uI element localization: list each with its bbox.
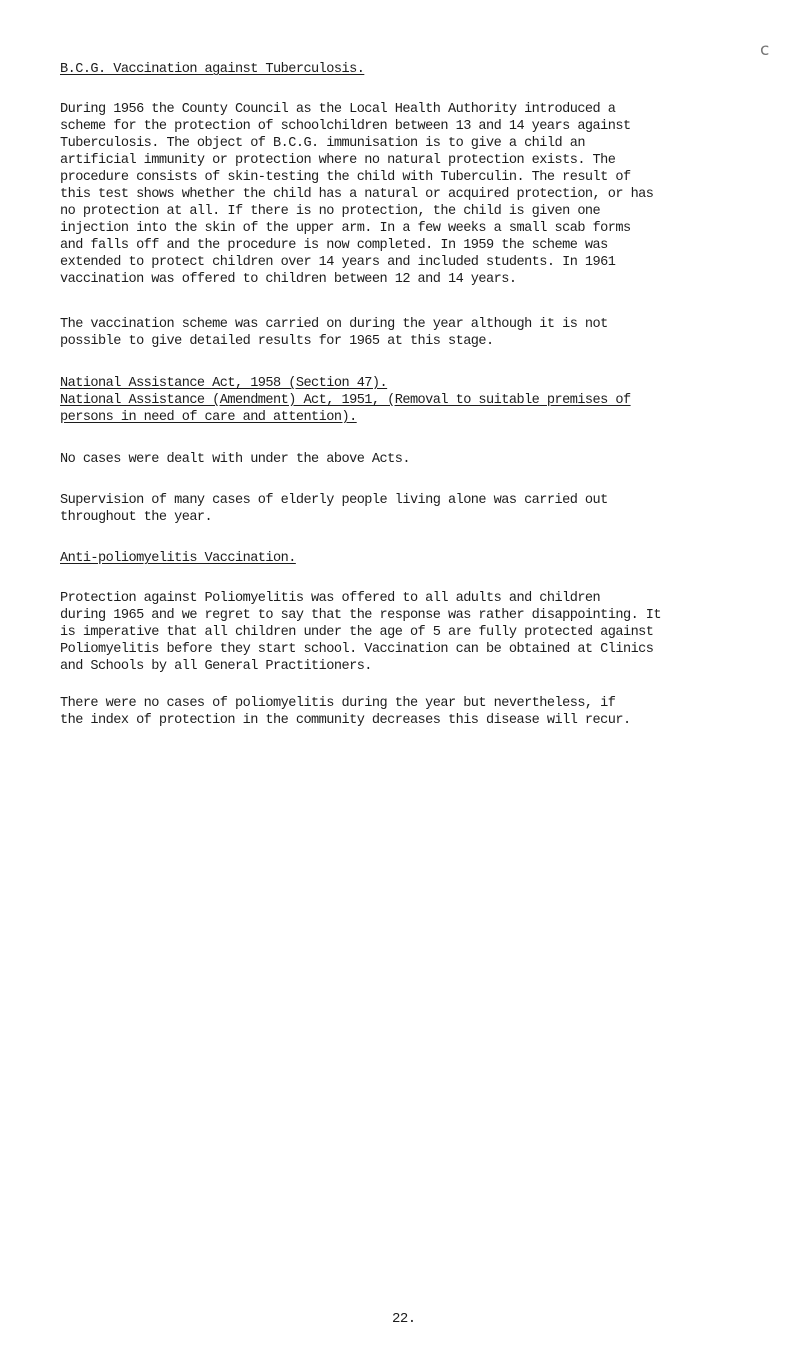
bcg-heading: B.C.G. Vaccination against Tuberculosis. (60, 62, 365, 77)
national-assistance-heading-1: National Assistance Act, 1958 (Section 47). (60, 376, 388, 391)
polio-paragraph-2: There were no cases of poliomyelitis during the year but nevertheless, if the index of protection in the community decreases this disease will recur. (60, 696, 631, 728)
polio-heading: Anti-poliomyelitis Vaccination. (60, 551, 296, 566)
bcg-paragraph-2: The vaccination scheme was carried on during the year although it is not possible to give detailed results for 1965 at this stage. (60, 317, 608, 349)
national-assistance-paragraph-1: No cases were dealt with under the above Acts. (60, 452, 410, 467)
bcg-paragraph-1: During 1956 the County Council as the Local Health Authority introduced a scheme for the protection of schoolchildren between 13 and 14 years against Tuberculosis. The object of B.C.G. immunisation is to give a child an artificial immunity or protection where no natural protection exists. The procedure consists of skin-testing the child with Tuberculin. The result of this test shows whether the child has a natural or acquired protection, or has no protection at all. If there is no protection, the child is given one injection into the skin of the upper arm. In a few weeks a small scab forms and falls off and the procedure is now completed. In 1959 the scheme was extended to protect children over 14 years and included students. In 1961 vaccination was offered to children between 12 and 14 years. (60, 102, 654, 287)
page-number: 22. (392, 1311, 416, 1327)
national-assistance-paragraph-2: Supervision of many cases of elderly people living alone was carried out throughout the year. (60, 493, 608, 525)
corner-mark: c (760, 40, 770, 60)
national-assistance-heading-2: National Assistance (Amendment) Act, 1951, (Removal to suitable premises of persons in need of care and attention). (60, 393, 631, 425)
polio-paragraph-1: Protection against Poliomyelitis was offered to all adults and children during 1965 and we regret to say that the response was rather disappointing. It is imperative that all children under the age of 5 are fully protected against Poliomyelitis before they start school. Vaccination can be obtained at Clinics and Schools by all General Practitioners. (60, 591, 661, 674)
